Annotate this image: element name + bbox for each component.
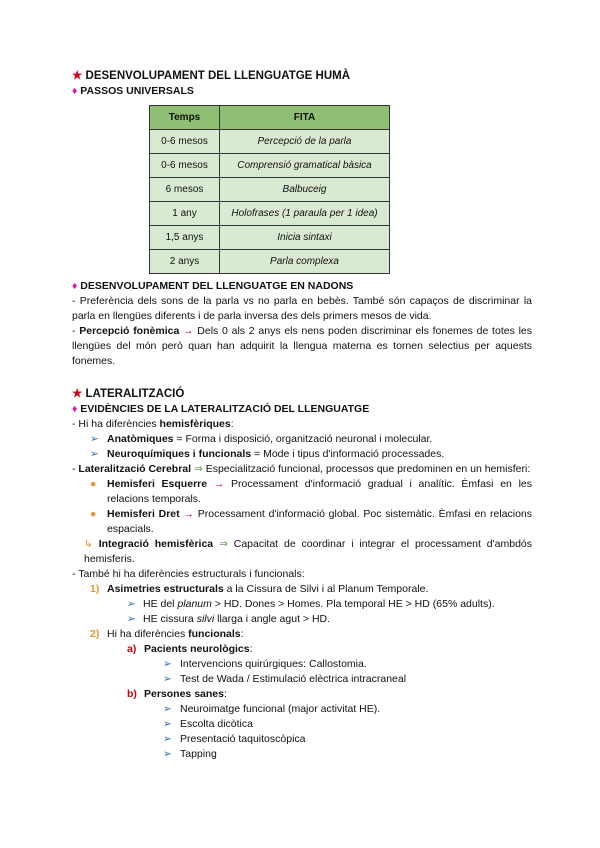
dot-bullet-icon: ● <box>90 478 97 490</box>
arrow-right-icon: → <box>183 325 194 337</box>
star-icon: ★ <box>72 388 83 400</box>
cell-temps: 2 anys <box>150 250 220 274</box>
diamond-icon: ♦ <box>72 280 78 292</box>
table-row <box>150 202 390 226</box>
list-item: ➢ HE cissura silvi llarga i angle agut > HD. <box>127 613 331 625</box>
arrowhead-bullet-icon: ➢ <box>127 613 136 625</box>
table-row <box>150 250 390 274</box>
star-icon: ★ <box>72 70 83 82</box>
arrowhead-bullet-icon: ➢ <box>163 658 172 670</box>
line-estructurals: - També hi ha diferències estructurals i funcionals: <box>72 568 305 580</box>
arrowhead-bullet-icon: ➢ <box>90 448 99 460</box>
subheading-nadons: ♦ DESENVOLUPAMENT DEL LLENGUATGE EN NADONS <box>72 280 354 292</box>
cell-temps: 1 any <box>150 202 220 226</box>
cell-fita: Holofrases (1 paraula per 1 idea) <box>220 202 390 226</box>
subheading-evidencies: ♦ EVIDÈNCIES DE LA LATERALITZACIÓ DEL LLENGUATGE <box>72 403 370 415</box>
diamond-icon: ♦ <box>72 403 78 415</box>
list-item: ➢ Tapping <box>163 748 217 760</box>
double-arrow-icon: ⇒ <box>193 463 203 475</box>
document-page <box>72 68 532 762</box>
arrowhead-bullet-icon: ➢ <box>163 703 172 715</box>
arrowhead-bullet-icon: ➢ <box>163 718 172 730</box>
list-item: ➢ Neuroimatge funcional (major activitat HE). <box>163 703 381 715</box>
table-row <box>150 226 390 250</box>
list-item: b) Persones sanes: <box>127 688 227 700</box>
list-item: a) Pacients neurològics: <box>127 643 253 655</box>
cell-fita: Balbuceig <box>220 178 390 202</box>
arrowhead-bullet-icon: ➢ <box>127 598 136 610</box>
arrow-right-icon: → <box>213 478 225 490</box>
cell-temps: 0-6 mesos <box>150 154 220 178</box>
section-title-lateralitzacio: ★ LATERALITZACIÓ <box>72 388 185 400</box>
paragraph-integracio: ↳ Integració hemisfèrica ⇒ Capacitat de coordinar i integrar el processament d'ambdós hemisferis. <box>84 538 532 565</box>
cell-fita: Parla complexa <box>220 250 390 274</box>
paragraph-percepcio: - Percepció fonèmica → Dels 0 als 2 anys els nens poden discriminar els fonemes de totes les llengües del món però quan han adquirit la llengua materna es tornen selectius per aquests fonemes. <box>72 325 532 367</box>
arrow-right-icon: → <box>183 508 194 520</box>
subheading-passos: ♦ PASSOS UNIVERSALS <box>72 85 194 97</box>
arrowhead-bullet-icon: ➢ <box>90 433 99 445</box>
arrowhead-bullet-icon: ➢ <box>163 733 172 745</box>
table-row <box>150 154 390 178</box>
milestones-table <box>149 105 390 274</box>
return-arrow-icon: ↳ <box>84 538 93 550</box>
table-row <box>150 130 390 154</box>
section-title-desenvolupament: ★ DESENVOLUPAMENT DEL LLENGUATGE HUMÀ <box>72 70 351 82</box>
list-item: ➢ Intervencions quirúrgiques: Callostomia. <box>163 658 367 670</box>
cell-temps: 6 mesos <box>150 178 220 202</box>
list-item: 2) Hi ha diferències funcionals: <box>90 628 244 640</box>
list-item: ● Hemisferi Dret → Processament d'informació global. Poc sistemàtic. Èmfasi en relacions espacials. <box>90 508 533 535</box>
list-item: ➢ HE del planum > HD. Dones > Homes. Pla temporal HE > HD (65% adults). <box>127 598 495 610</box>
list-item: ➢ Anatòmiques = Forma i disposició, organització neuronal i molecular. <box>90 433 433 445</box>
paragraph-preferencia: - Preferència dels sons de la parla vs no parla en bebès. També són capaços de discriminar la parla en llengües diferents i de parla inversa des dels primers mesos de vida. <box>72 295 532 322</box>
header-temps: Temps <box>150 106 220 130</box>
diamond-icon: ♦ <box>72 85 78 97</box>
list-item: ● Hemisferi Esquerre → Processament d'informació gradual i analític. Èmfasi en les relacions temporals. <box>90 478 532 505</box>
list-item: ➢ Test de Wada / Estimulació elèctrica intracraneal <box>163 673 407 685</box>
table-row <box>150 178 390 202</box>
dot-bullet-icon: ● <box>90 508 97 520</box>
list-item: ➢ Presentació taquitoscòpica <box>163 733 306 745</box>
paragraph-lateralitzacio: - Lateralització Cerebral ⇒ Especialització funcional, processos que predominen en un hemisferi: <box>72 463 531 475</box>
cell-fita: Comprensió gramatical bàsica <box>220 154 390 178</box>
table-header-row <box>150 106 390 130</box>
arrowhead-bullet-icon: ➢ <box>163 673 172 685</box>
cell-fita: Percepció de la parla <box>220 130 390 154</box>
cell-fita: Inicia sintaxi <box>220 226 390 250</box>
arrowhead-bullet-icon: ➢ <box>163 748 172 760</box>
list-item: ➢ Neuroquímiques i funcionals = Mode i tipus d'informació processades. <box>90 448 445 460</box>
line-hemisferiques: - Hi ha diferències hemisfèriques: <box>72 418 234 430</box>
list-item: 1) Asimetries estructurals a la Cissura de Silvi i al Planum Temporale. <box>90 583 429 595</box>
cell-temps: 0-6 mesos <box>150 130 220 154</box>
header-fita: FITA <box>220 106 390 130</box>
cell-temps: 1,5 anys <box>150 226 220 250</box>
list-item: ➢ Escolta dicòtica <box>163 718 253 730</box>
double-arrow-icon: ⇒ <box>219 538 228 550</box>
